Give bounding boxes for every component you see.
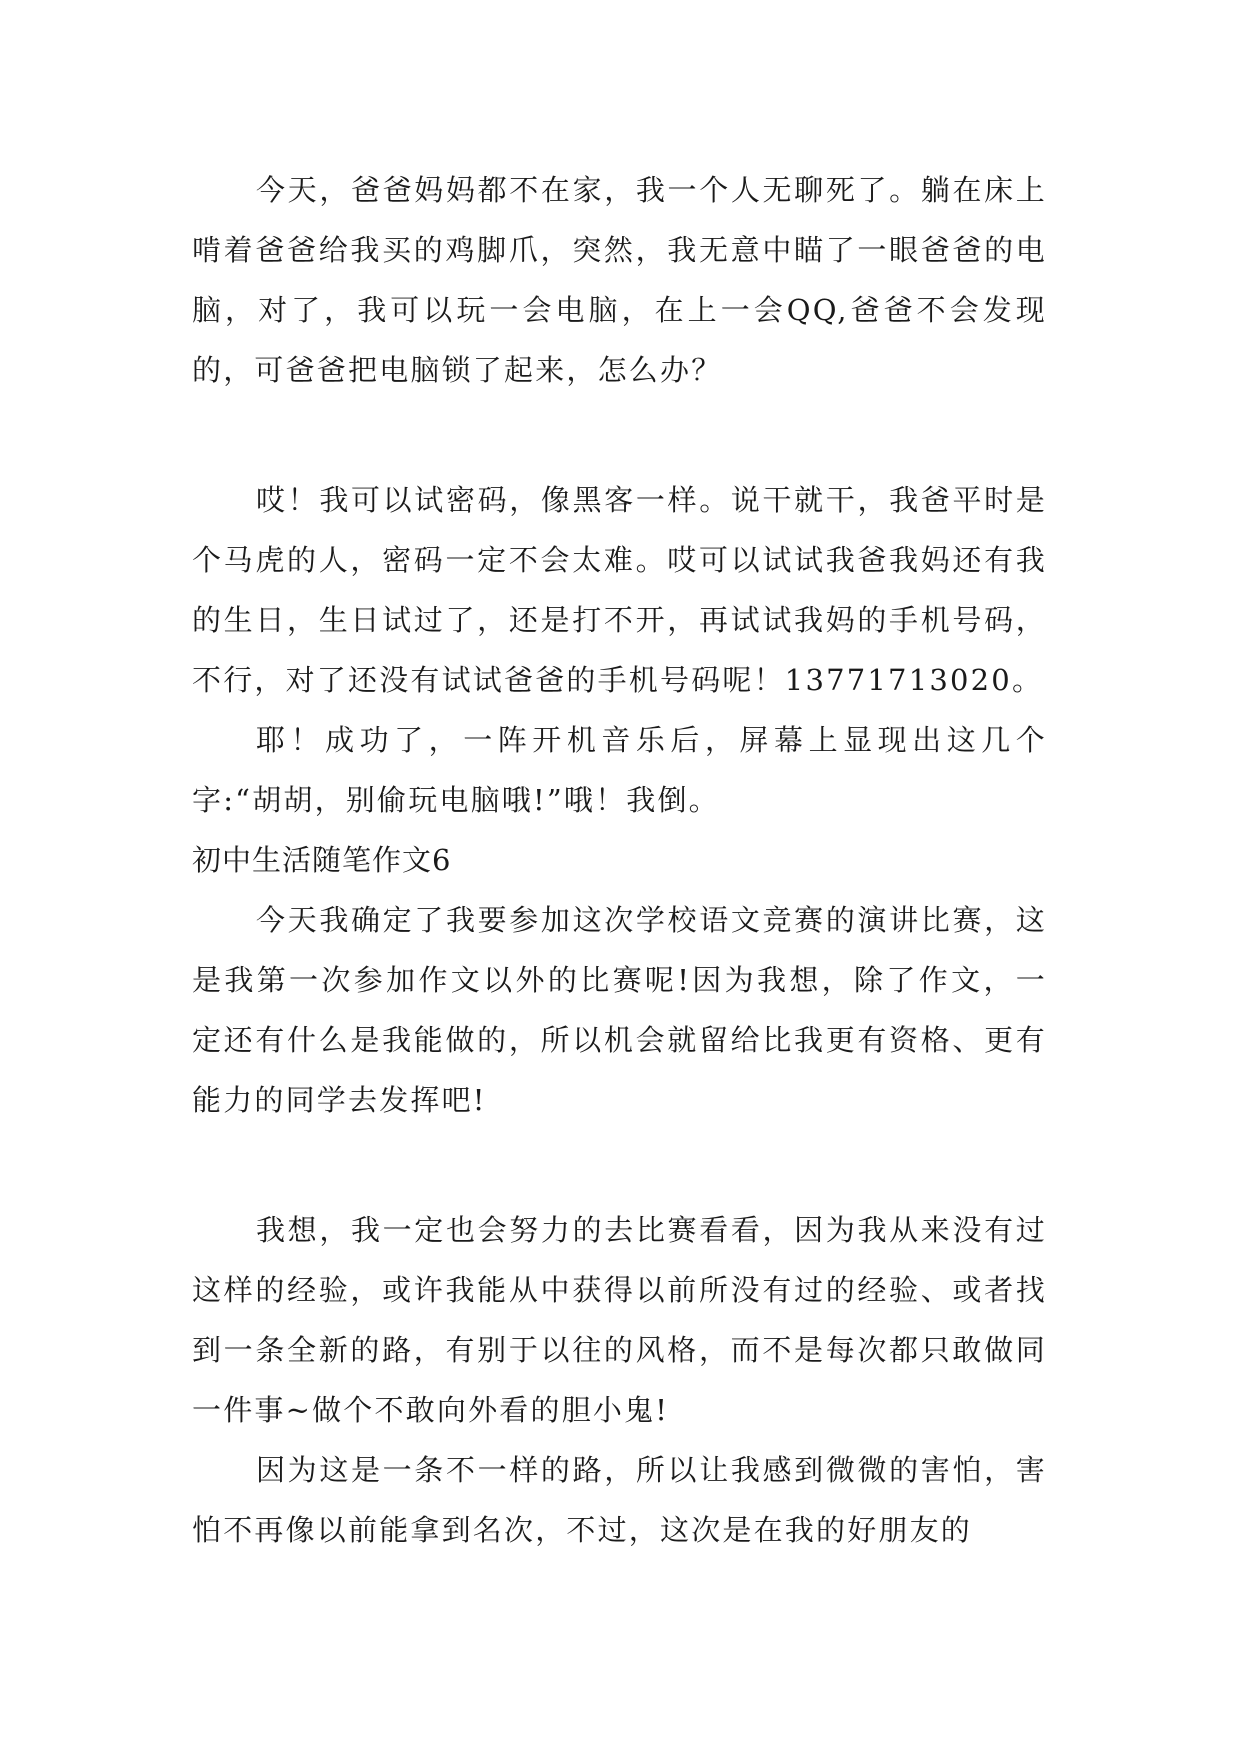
paragraph-gap [192,400,1047,470]
paragraph-5: 我想，我一定也会努力的去比赛看看，因为我从来没有过这样的经验，或许我能从中获得以前所没有过的经验、或者找到一条全新的路，有别于以往的风格，而不是每次都只敢做同一件事~做个不敢向外看的胆小鬼! [192,1213,1047,1427]
paragraph-gap [192,1130,1047,1200]
paragraph-2: 哎！我可以试密码，像黑客一样。说干就干，我爸平时是个马虎的人，密码一定不会太难。哎可以试试我爸我妈还有我的生日，生日试过了，还是打不开，再试试我妈的手机号码，不行，对了还没有试试爸爸的手机号码呢！13771713020。 [192,483,1047,697]
paragraph-6: 因为这是一条不一样的路，所以让我感到微微的害怕，害怕不再像以前能拿到名次，不过，这次是在我的好朋友的 [192,1453,1047,1547]
document-body [192,160,1047,1560]
paragraph-1: 今天，爸爸妈妈都不在家，我一个人无聊死了。躺在床上啃着爸爸给我买的鸡脚爪，突然，我无意中瞄了一眼爸爸的电脑，对了，我可以玩一会电脑，在上一会QQ,爸爸不会发现的，可爸爸把电脑锁了起来，怎么办？ [192,173,1047,387]
paragraph-3: 耶！成功了，一阵开机音乐后，屏幕上显现出这几个字:“胡胡，别偷玩电脑哦!”哦！我倒。 [192,723,1047,817]
section-heading: 初中生活随笔作文6 [192,843,452,877]
paragraph-4: 今天我确定了我要参加这次学校语文竞赛的演讲比赛，这是我第一次参加作文以外的比赛呢!因为我想，除了作文，一定还有什么是我能做的，所以机会就留给比我更有资格、更有能力的同学去发挥吧! [192,903,1047,1117]
